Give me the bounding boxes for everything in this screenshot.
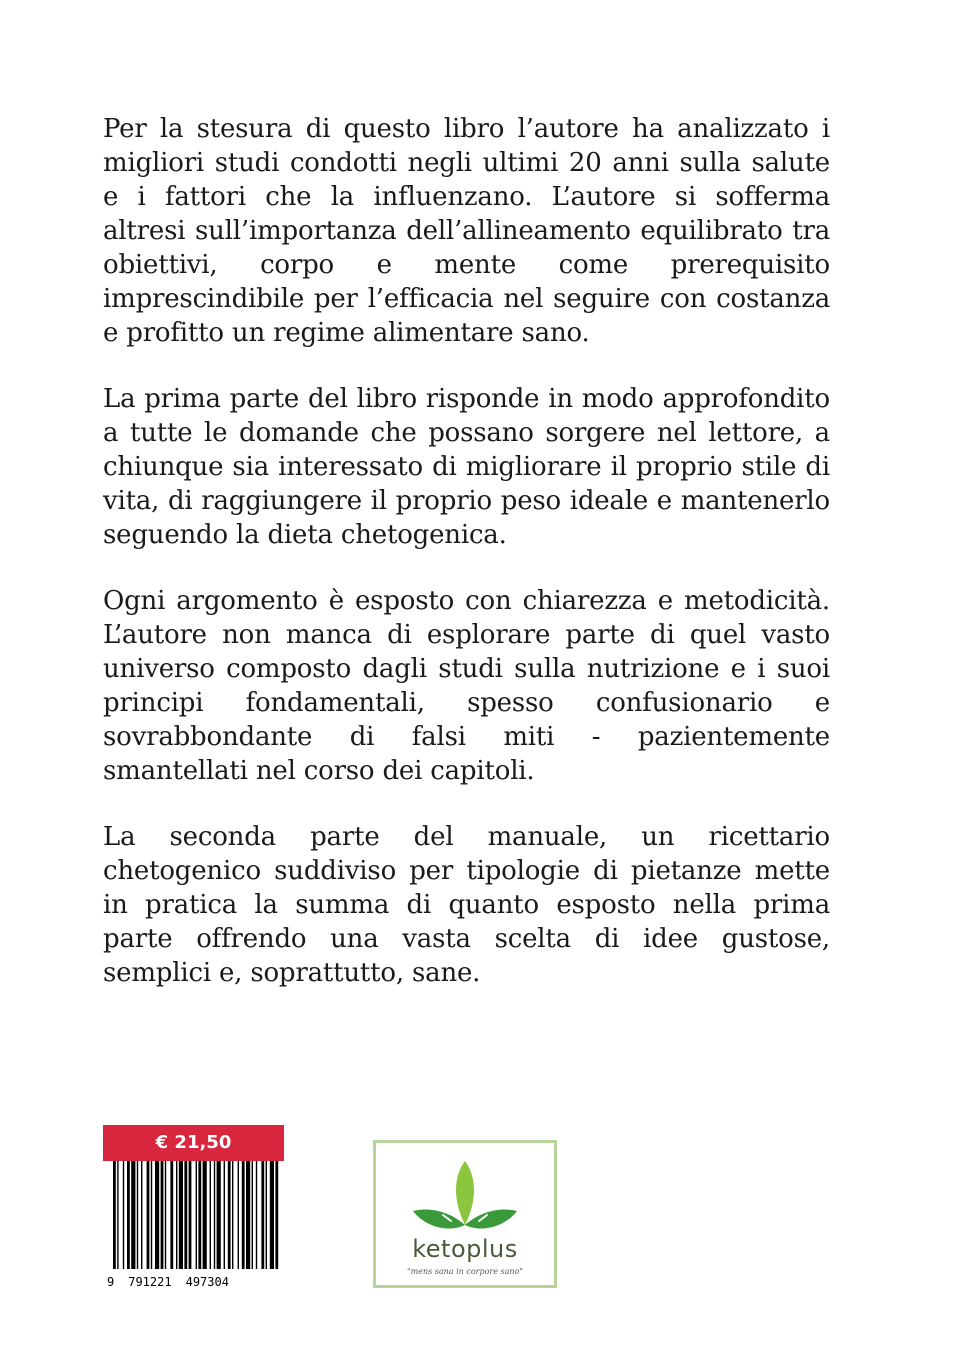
- paragraph-first-part: La prima parte del libro risponde in modo approfondito a tutte le domande che possano sorgere nel lettore, a chiunque sia interessato di migliorare il proprio stile di vita, di raggiungere il proprio peso ideale e mantenerlo seguendo la dieta chetogenica.: [103, 384, 830, 550]
- barcode-bar: [210, 1161, 211, 1269]
- brand-name: ketoplus: [412, 1235, 518, 1263]
- leaf-icon: [409, 1155, 521, 1235]
- barcode-bar: [161, 1161, 164, 1269]
- barcode-bar: [131, 1161, 135, 1269]
- barcode-bar: [246, 1161, 250, 1269]
- barcode-bar: [232, 1161, 233, 1269]
- barcode-digit-first: 9: [107, 1275, 115, 1289]
- barcode-bar: [238, 1161, 239, 1269]
- barcode-bar: [256, 1161, 257, 1269]
- barcode-bar: [165, 1161, 166, 1269]
- barcode-bar: [261, 1161, 264, 1269]
- barcode-bar: [179, 1161, 183, 1269]
- barcode-bar: [113, 1161, 116, 1269]
- brand-tagline: "mens sana in corpore sano": [406, 1267, 524, 1276]
- barcode-bar: [155, 1161, 159, 1269]
- price-barcode-block: [103, 1125, 284, 1289]
- barcode-bar: [214, 1161, 215, 1269]
- barcode-bar: [137, 1161, 138, 1269]
- paragraph-second-part: La seconda parte del manuale, un ricettario chetogenico suddiviso per tipologie di pietanze mette in pratica la summa di quanto esposto nella prima parte offrendo una vasta scelta di idee gustose, semplici e, soprattutto, sane.: [103, 822, 830, 988]
- barcode-bar: [275, 1161, 278, 1269]
- barcode-bar: [123, 1161, 124, 1269]
- barcode-bar: [203, 1161, 207, 1269]
- publisher-logo: [373, 1140, 557, 1288]
- barcode-bar: [224, 1161, 225, 1269]
- paragraph-intro: Per la stesura di questo libro l’autore ha analizzato i migliori studi condotti negli ultimi 20 anni sulla salute e i fattori che la influenzano. L’autore si sofferma altresi sull’importanza dell’allineamento equilibrato tra obiettivi, corpo e mente come prerequisito imprescindibile per l’efficacia nel seguire con costanza e profitto un regime alimentare sano.: [103, 114, 830, 348]
- barcode-bar: [151, 1161, 152, 1269]
- barcode-bar: [228, 1161, 231, 1269]
- back-cover-text: [103, 112, 830, 1022]
- barcode-bar: [270, 1161, 274, 1269]
- barcode-bar: [147, 1161, 150, 1269]
- barcode-bar: [176, 1161, 177, 1269]
- paragraph-topics: Ogni argomento è esposto con chiarezza e metodicità. L’autore non manca di esplorare parte di quel vasto universo composto dagli studi sulla nutrizione e i suoi principi fondamentali, spesso confusionario e sovrabbondante di falsi miti - pazientemente smantellati nel corso dei capitoli.: [103, 586, 830, 786]
- barcode-bar: [184, 1161, 187, 1269]
- barcode-bar: [217, 1161, 221, 1269]
- barcode-bar: [198, 1161, 201, 1269]
- barcode-digits: [107, 1275, 283, 1289]
- barcode: [103, 1161, 284, 1289]
- barcode-bar: [252, 1161, 253, 1269]
- barcode-digit-group-1: 791221: [128, 1275, 172, 1289]
- barcode-bar: [189, 1161, 192, 1269]
- barcode-bar: [242, 1161, 245, 1269]
- barcode-bar: [141, 1161, 142, 1269]
- barcode-bar: [117, 1161, 118, 1269]
- barcode-bar: [170, 1161, 173, 1269]
- barcode-digit-group-2: 497304: [185, 1275, 229, 1289]
- price-tag: € 21,50: [103, 1125, 284, 1161]
- barcode-bar: [127, 1161, 130, 1269]
- barcode-bar: [196, 1161, 197, 1269]
- barcode-bars: [107, 1161, 281, 1273]
- barcode-bar: [266, 1161, 267, 1269]
